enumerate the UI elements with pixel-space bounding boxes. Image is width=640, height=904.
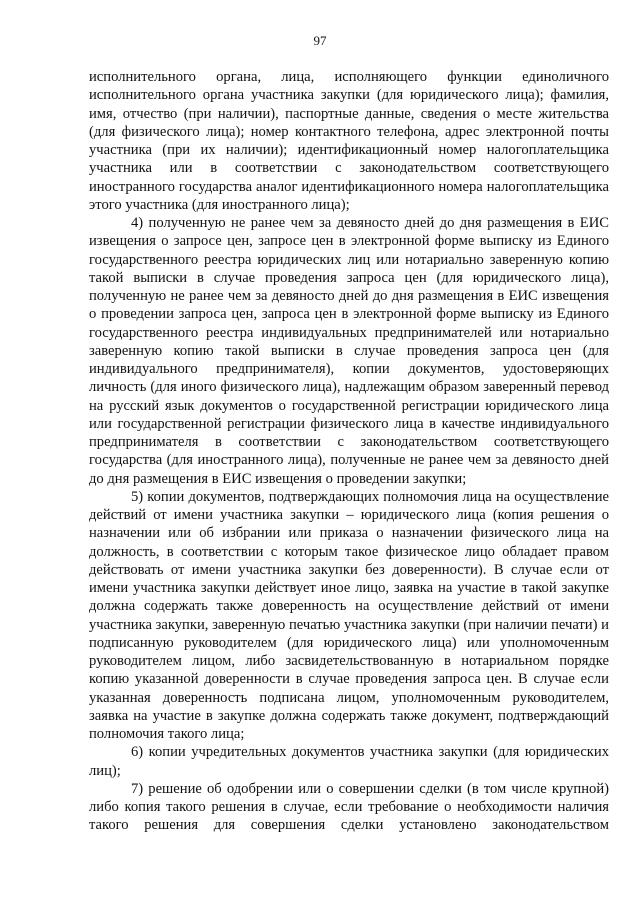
paragraph-item-4: 4) полученную не ранее чем за девяносто дней до дня размещения в ЕИС извещения о запросе цен, запросе цен в электронной форме выписку из Единого государственного реестра юридических лиц или нотариально заверенную копию такой выписки в случае проведения запроса цен (для юридического лица), полученную не ранее чем за девяносто дней до дня размещения в ЕИС извещения о проведении запроса цен, запроса цен в электронной форме выписку из Единого государственного реестра индивидуальных предпринимателей или нотариально заверенную копию такой выписки в случае проведения запроса цен (для индивидуального предпринимателя), копии документов, удостоверяющих личность (для иного физического лица), надлежащим образом заверенный перевод на русский язык документов о государственной регистрации юридического лица или государственной регистрации физического лица в качестве индивидуального предпринимателя в соответствии с законодательством соответствующего государства (для иностранного лица), полученные не ранее чем за девяносто дней до дня размещения в ЕИС извещения о проведении закупки; bbox=[89, 215, 609, 487]
document-body bbox=[89, 68, 609, 835]
paragraph-item-5: 5) копии документов, подтверждающих полномочия лица на осуществление действий от имени участника закупки – юридического лица (копия решения о назначении или об избрании или приказа о назначении физического лица на должность, в соответствии с которым такое физическое лицо обладает правом действовать от имени участника закупки без доверенности). В случае если от имени участника закупки действует иное лицо, заявка на участие в такой закупке должна содержать также доверенность на осуществление действий от имени участника закупки, заверенную печатью участника закупки (при наличии печати) и подписанную руководителем (для юридического лица) или уполномоченным руководителем лицом, либо засвидетельствованную в нотариальном порядке копию указанной доверенности в случае проведения запроса цен. В случае если указанная доверенность подписана лицом, уполномоченным руководителем, заявка на участие в закупке должна содержать также документ, подтверждающий полномочия такого лица; bbox=[89, 488, 609, 742]
paragraph-item-7: 7) решение об одобрении или о совершении сделки (в том числе крупной) либо копия такого решения в случае, если требование о необходимости наличия такого решения для совершения сделки установлено законодательством bbox=[89, 780, 609, 834]
paragraph-item-6: 6) копии учредительных документов участника закупки (для юридических лиц); bbox=[89, 744, 609, 779]
paragraph-continuation: исполнительного органа, лица, исполняющего функции единоличного исполнительного органа участника закупки (для юридического лица); фамилия, имя, отчество (при наличии), паспортные данные, сведения о месте жительства (для физического лица); номер контактного телефона, адрес электронной почты участника (при их наличии); идентификационный номер налогоплательщика участника или в соответствии с законодательством соответствующего иностранного государства аналог идентификационного номера налогоплательщика этого участника (для иностранного лица); bbox=[89, 69, 609, 213]
page-number: 97 bbox=[313, 33, 327, 48]
